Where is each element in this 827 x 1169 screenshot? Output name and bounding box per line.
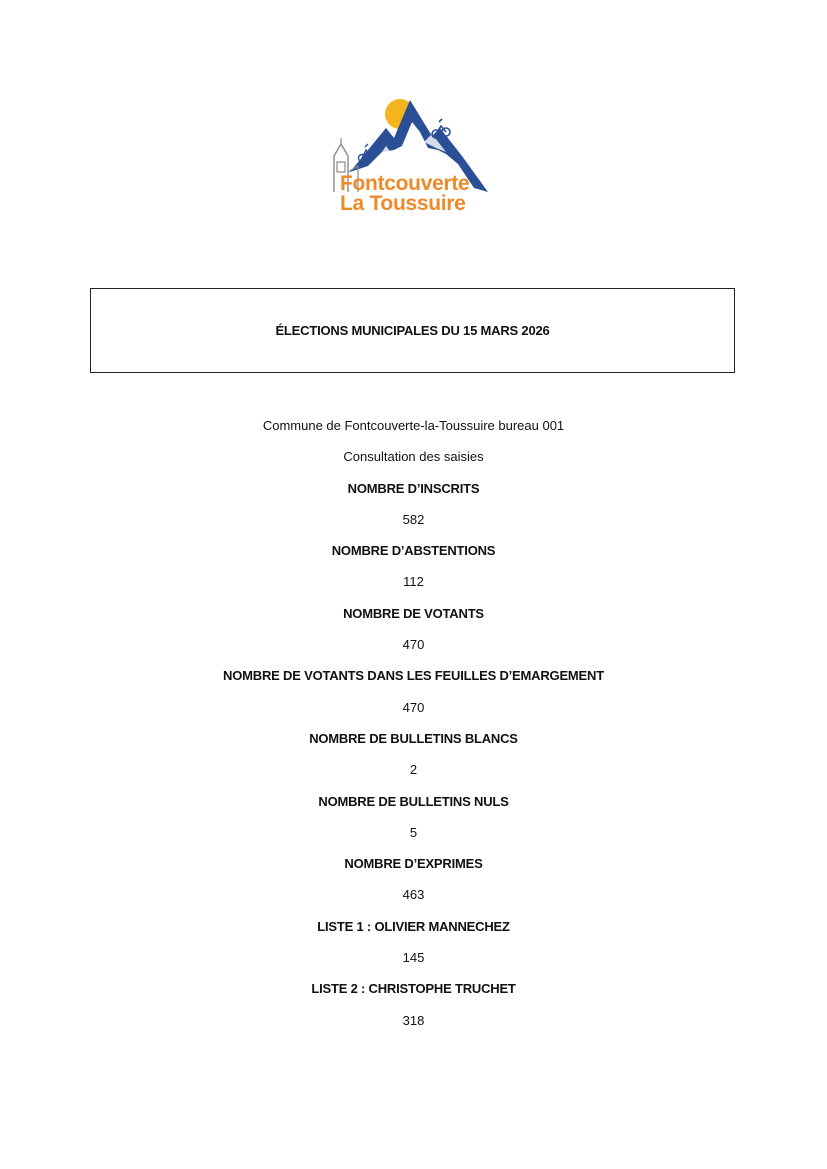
election-title-box [90,288,735,373]
result-label-votants-emargement: NOMBRE DE VOTANTS DANS LES FEUILLES D’EMARGEMENT [223,668,604,684]
result-label-liste-1: LISTE 1 : OLIVIER MANNECHEZ [317,918,510,934]
result-value-liste-1: 145 [402,950,425,966]
result-label-blancs: NOMBRE DE BULLETINS BLANCS [309,730,518,746]
commune-logo [328,92,500,220]
logo-line-2: La Toussuire [340,192,466,215]
result-value-inscrits: 582 [402,511,425,527]
result-value-votants-emargement: 470 [402,699,425,715]
result-value-exprimes: 463 [402,887,425,903]
commune-line: Commune de Fontcouverte-la-Toussuire bureau 001 [262,418,565,433]
consultation-line: Consultation des saisies [343,449,484,465]
results-section [0,417,827,1043]
result-value-votants: 470 [402,637,425,653]
result-label-abstentions: NOMBRE D’ABSTENTIONS [331,543,496,559]
result-label-exprimes: NOMBRE D’EXPRIMES [344,856,483,872]
result-label-inscrits: NOMBRE D’INSCRITS [347,480,480,496]
result-value-liste-2: 318 [402,1012,425,1028]
result-label-liste-2: LISTE 2 : CHRISTOPHE TRUCHET [311,981,516,997]
result-label-votants: NOMBRE DE VOTANTS [343,605,484,621]
result-value-abstentions: 112 [403,574,424,590]
result-value-nuls: 5 [409,824,418,840]
result-label-nuls: NOMBRE DE BULLETINS NULS [318,793,509,809]
logo-line-1: Fontcouverte [340,172,470,195]
result-value-blancs: 2 [409,762,418,778]
election-title: ÉLECTIONS MUNICIPALES DU 15 MARS 2026 [275,323,550,338]
